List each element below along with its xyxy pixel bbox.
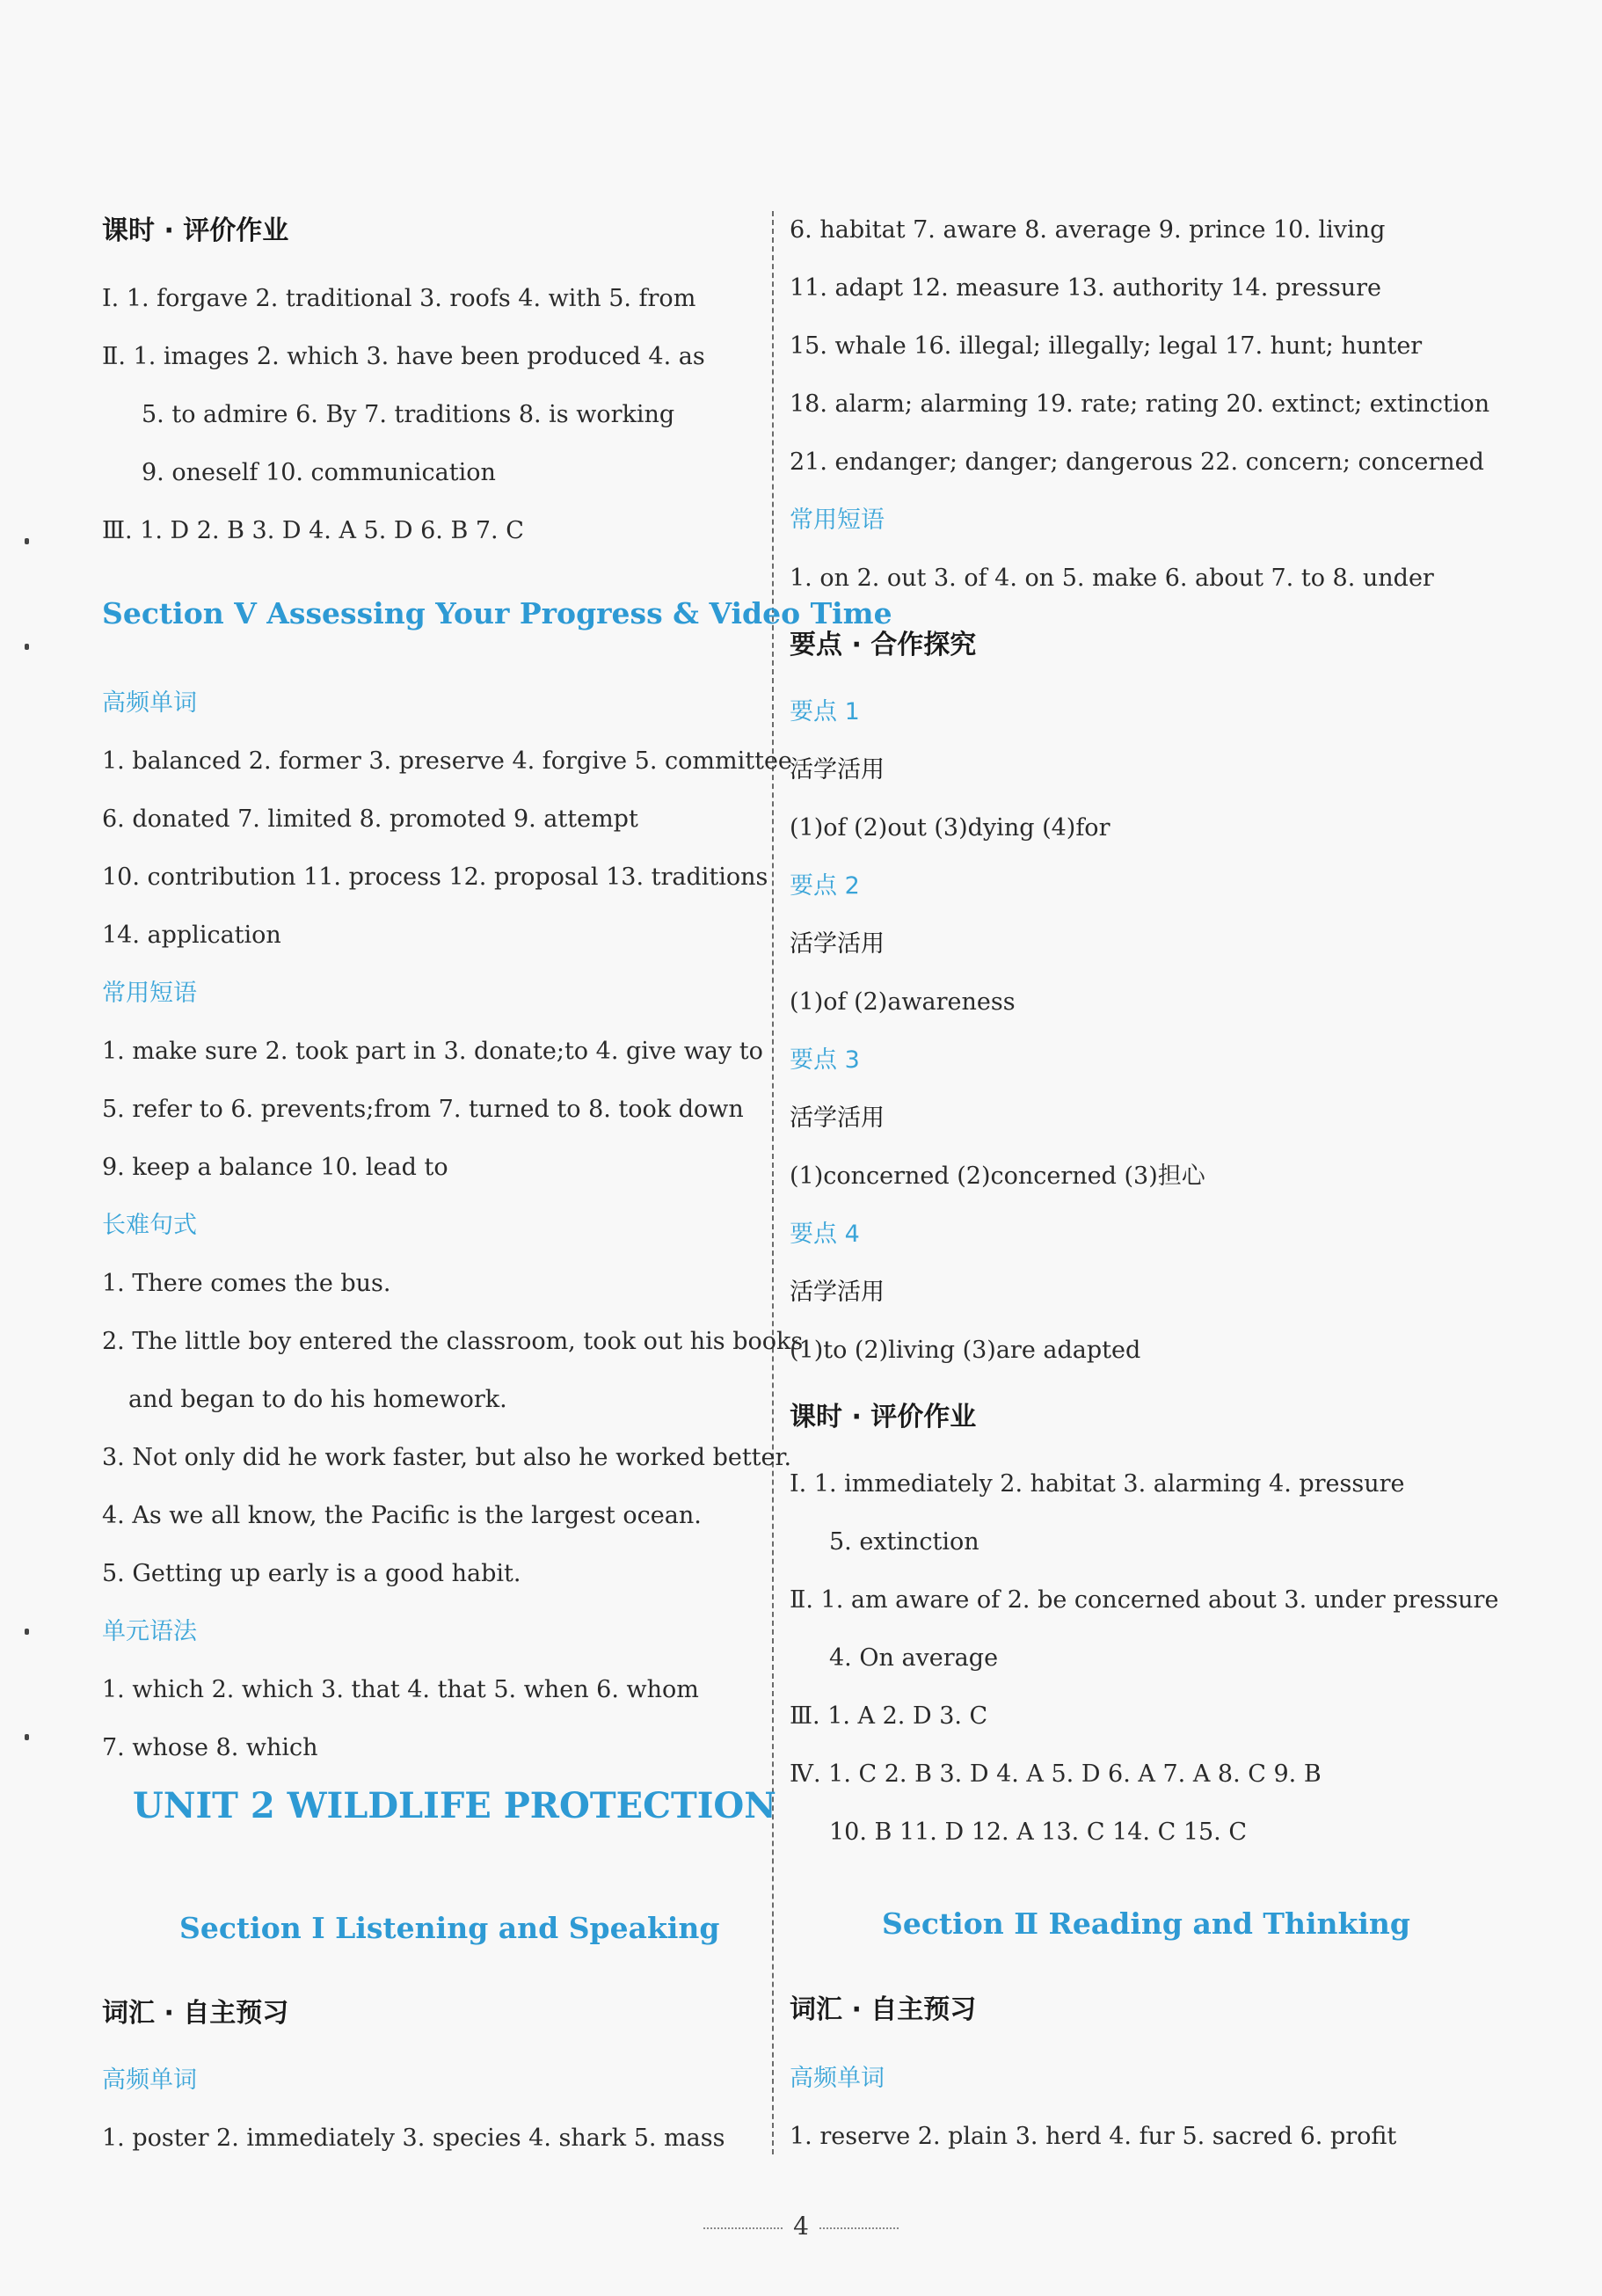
answer-line: 1. reserve 2. plain 3. herd 4. fur 5. sacred 6. profit <box>790 2123 1397 2150</box>
subheading: 单元语法 <box>102 1618 197 1645</box>
answer-line: 10. B 11. D 12. A 13. C 14. C 15. C <box>829 1819 1248 1846</box>
answer-line: 10. contribution 11. process 12. proposal 13. traditions <box>102 864 768 891</box>
answer-line: 2. The little boy entered the classroom, took out his books <box>102 1328 804 1355</box>
margin-mark <box>25 538 29 544</box>
subheading: 高频单词 <box>790 2065 885 2092</box>
answer-line: 4. On average <box>829 1644 999 1672</box>
section-heading: 词汇 · 自主预习 <box>790 1994 977 2025</box>
page-footer <box>0 2212 1602 2241</box>
section-heading: 要点 · 合作探究 <box>790 630 977 660</box>
answer-line: 5. to admire 6. By 7. traditions 8. is working <box>142 401 675 428</box>
margin-mark <box>25 644 29 650</box>
answer-line: (1)of (2)awareness <box>790 988 1016 1016</box>
answer-line: Ⅰ. 1. immediately 2. habitat 3. alarming 4. pressure <box>790 1470 1405 1498</box>
subheading: 活学活用 <box>790 1279 885 1306</box>
answer-line: 11. adapt 12. measure 13. authority 14. pressure <box>790 274 1382 302</box>
answer-line: Ⅲ. 1. A 2. D 3. C <box>790 1702 988 1730</box>
subheading: 长难句式 <box>102 1212 197 1239</box>
answer-line: 14. application <box>102 922 281 949</box>
answer-line: (1)to (2)living (3)are adapted <box>790 1337 1141 1364</box>
column-divider <box>772 211 774 2154</box>
section-title: Section Ⅰ Listening and Speaking <box>179 1911 720 1945</box>
subheading: 活学活用 <box>790 756 885 784</box>
answer-line: Ⅱ. 1. am aware of 2. be concerned about 3. under pressure <box>790 1586 1499 1614</box>
subheading: 常用短语 <box>790 507 885 534</box>
answer-line: 5. extinction <box>829 1528 979 1556</box>
answer-line: 18. alarm; alarming 19. rate; rating 20. extinct; extinction <box>790 390 1490 418</box>
answer-line: 1. balanced 2. former 3. preserve 4. forgive 5. committee <box>102 747 792 775</box>
subheading: 要点 2 <box>790 872 860 900</box>
margin-mark <box>25 1629 29 1635</box>
margin-mark <box>25 1734 29 1740</box>
subheading: 要点 3 <box>790 1046 860 1074</box>
section-heading: 课时 · 评价作业 <box>790 1402 977 1432</box>
answer-line: 6. donated 7. limited 8. promoted 9. attempt <box>102 805 638 833</box>
answer-line: and began to do his homework. <box>128 1386 507 1413</box>
section-heading: 课时 · 评价作业 <box>102 215 289 246</box>
unit-title: UNIT 2 WILDLIFE PROTECTION <box>133 1785 776 1826</box>
answer-line: 1. which 2. which 3. that 4. that 5. when 6. whom <box>102 1676 699 1703</box>
answer-line: 1. There comes the bus. <box>102 1270 391 1297</box>
subheading: 活学活用 <box>790 930 885 958</box>
page-number: 4 <box>793 2212 809 2241</box>
answer-line: (1)concerned (2)concerned (3)担心 <box>790 1163 1205 1190</box>
answer-line: (1)of (2)out (3)dying (4)for <box>790 814 1110 842</box>
answer-line: 7. whose 8. which <box>102 1734 318 1761</box>
subheading: 要点 4 <box>790 1221 860 1248</box>
answer-line: 15. whale 16. illegal; illegally; legal 17. hunt; hunter <box>790 332 1423 360</box>
subheading: 高频单词 <box>102 689 197 717</box>
answer-line: 6. habitat 7. aware 8. average 9. prince 10. living <box>790 216 1386 244</box>
answer-line: 1. on 2. out 3. of 4. on 5. make 6. about 7. to 8. under <box>790 565 1434 592</box>
section-title: Section Ⅴ Assessing Your Progress & Video Time <box>102 596 892 630</box>
answer-line: 3. Not only did he work faster, but also he worked better. <box>102 1444 792 1471</box>
answer-line: 1. poster 2. immediately 3. species 4. shark 5. mass <box>102 2125 725 2152</box>
section-title: Section Ⅱ Reading and Thinking <box>882 1906 1410 1941</box>
answer-line: Ⅱ. 1. images 2. which 3. have been produced 4. as <box>102 343 705 370</box>
answer-line: Ⅳ. 1. C 2. B 3. D 4. A 5. D 6. A 7. A 8. C 9. B <box>790 1760 1322 1788</box>
footer-rule-right <box>819 2227 899 2229</box>
subheading: 要点 1 <box>790 698 860 725</box>
subheading: 高频单词 <box>102 2066 197 2094</box>
answer-line: 5. Getting up early is a good habit. <box>102 1560 521 1587</box>
answer-line: 21. endanger; danger; dangerous 22. concern; concerned <box>790 448 1484 476</box>
answer-line: 9. oneself 10. communication <box>142 459 496 486</box>
answer-line: Ⅲ. 1. D 2. B 3. D 4. A 5. D 6. B 7. C <box>102 517 524 544</box>
answer-line: 4. As we all know, the Pacific is the largest ocean. <box>102 1502 702 1529</box>
answer-line: 1. make sure 2. took part in 3. donate;to 4. give way to <box>102 1038 763 1065</box>
subheading: 常用短语 <box>102 980 197 1007</box>
footer-rule-left <box>703 2227 783 2229</box>
subheading: 活学活用 <box>790 1104 885 1132</box>
answer-line: 5. refer to 6. prevents;from 7. turned to 8. took down <box>102 1096 744 1123</box>
section-heading: 词汇 · 自主预习 <box>102 1998 289 2029</box>
answer-line: 9. keep a balance 10. lead to <box>102 1154 448 1181</box>
answer-line: Ⅰ. 1. forgave 2. traditional 3. roofs 4. with 5. from <box>102 285 696 312</box>
